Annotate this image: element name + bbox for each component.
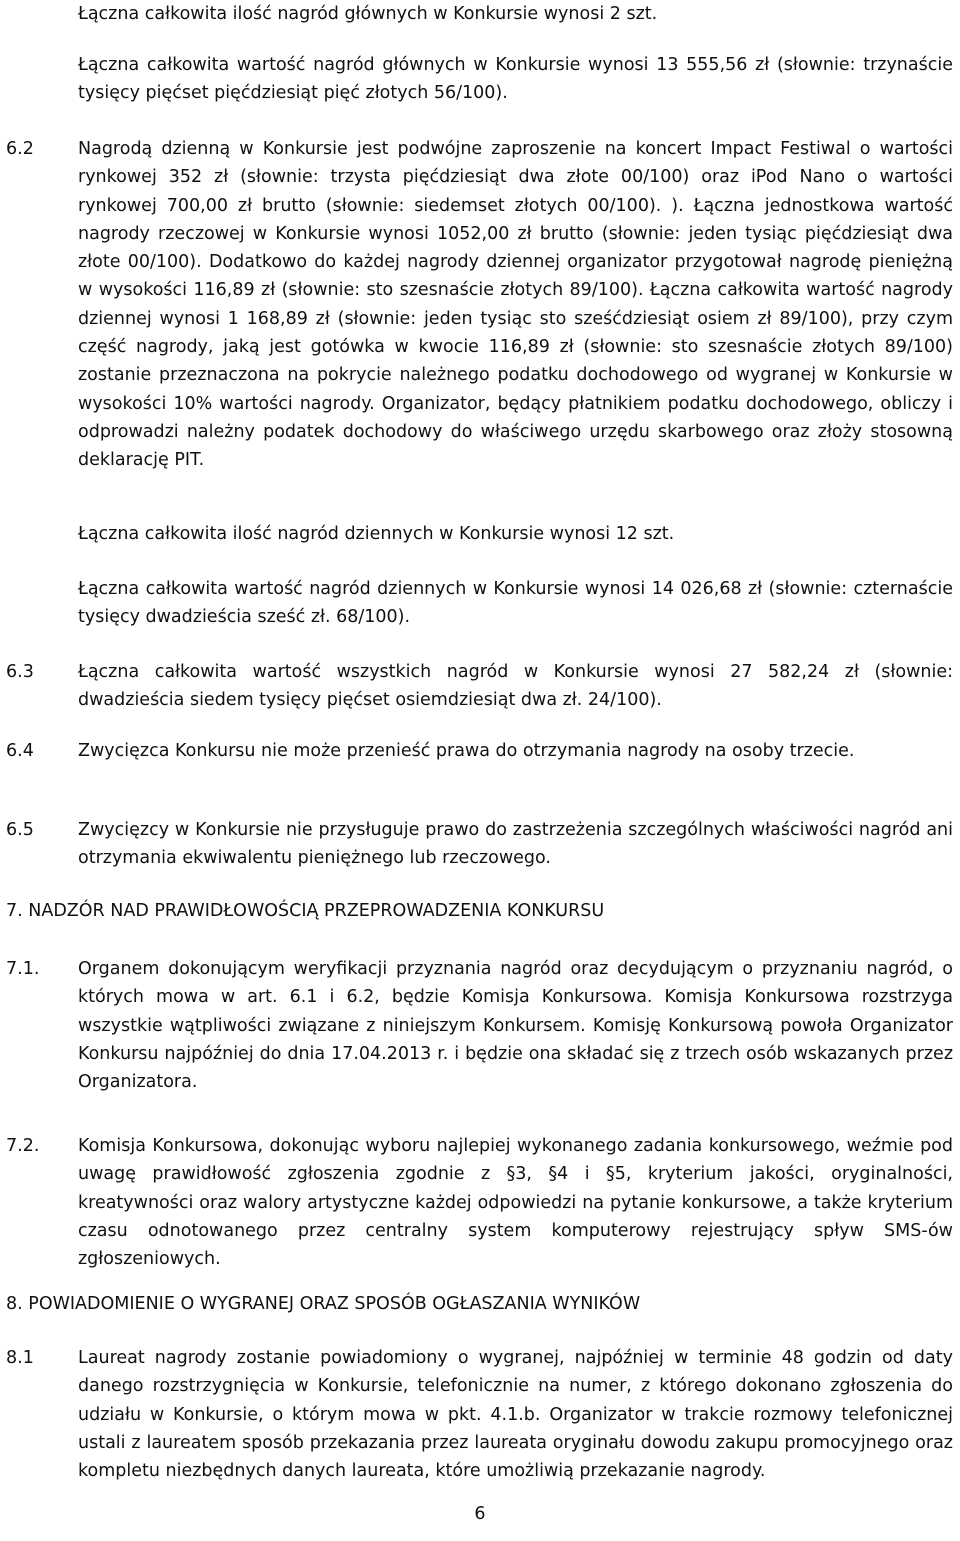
prize-transfer-rule: Zwycięzca Konkursu nie może przenieść prawa do otrzymania nagrody na osoby trzecie.	[78, 741, 855, 761]
evaluation-criteria-rule: Komisja Konkursowa, dokonując wyboru najlepiej wykonanego zadania konkursowego, weźmie pod uwagę prawidłowość zgłoszenia zgodnie z §3, §4 i §5, kryterium jakości, oryginalności, kreatywności oraz walory artystyczne każdej odpowiedzi na pytanie konkursowe, a także kryterium czasu odnotowanego przez centralny system komputerowy rejestrujący spływ SMS-ów zgłoszeniowych.	[78, 1136, 953, 1270]
section-number-6-5: 6.5	[6, 820, 34, 840]
section-number-6-2: 6.2	[6, 139, 34, 159]
daily-prizes-count: Łączna całkowita ilość nagród dziennych w Konkursie wynosi 12 szt.	[78, 524, 675, 544]
section-heading-8: 8. POWIADOMIENIE O WYGRANEJ ORAZ SPOSÓB OGŁASZANIA WYNIKÓW	[6, 1294, 641, 1314]
section-number-7-2: 7.2.	[6, 1136, 40, 1156]
daily-prizes-value: Łączna całkowita wartość nagród dziennych w Konkursie wynosi 14 026,68 zł (słownie: czternaście tysięcy dwadzieścia sześć zł. 68/100).	[78, 579, 953, 628]
main-prizes-count: Łączna całkowita ilość nagród głównych w Konkursie wynosi 2 szt.	[78, 4, 658, 24]
daily-prize-description: Nagrodą dzienną w Konkursie jest podwójne zaproszenie na koncert Impact Festiwal o wartości rynkowej 352 zł (słownie: trzysta pięćdziesiąt dwa złote 00/100) oraz iPod Nano o wartości rynkowej 700,00 zł brutto (słownie: siedemset złotych 00/100). ). Łączna jednostkowa wartość nagrody rzeczowej w Konkursie wynosi 1052,00 zł brutto (słownie: jeden tysiąc pięćdziesiąt dwa złote 00/100). Dodatkowo do każdej nagrody dziennej organizator przygotował nagrodę pieniężną w wysokości 116,89 zł (słownie: sto szesnaście złotych 89/100). Łączna całkowita wartość nagrody dziennej wynosi 1 168,89 zł (słownie: jeden tysiąc sto sześćdziesiąt osiem zł 89/100), przy czym część nagrody, jaką jest gotówka w kwocie 116,89 zł (słownie: sto szesnaście złotych 89/100) zostanie przeznaczona na pokrycie należnego podatku dochodowego od wygranej w Konkursie w wysokości 10% wartości nagrody. Organizator, będący płatnikiem podatku dochodowego, obliczy i odprowadzi należny podatek dochodowy do właściwego urzędu skarbowego oraz złoży stosowną deklarację PIT.	[78, 139, 953, 471]
section-number-8-1: 8.1	[6, 1348, 34, 1368]
page-number: 6	[474, 1504, 486, 1524]
section-number-7-1: 7.1.	[6, 959, 40, 979]
section-number-6-3: 6.3	[6, 662, 34, 682]
winner-notification-rule: Laureat nagrody zostanie powiadomiony o wygranej, najpóźniej w terminie 48 godzin od daty danego rozstrzygnięcia w Konkursie, telefonicznie na numer, z którego dokonano zgłoszenia do udziału w Konkursie, o którym mowa w pkt. 4.1.b. Organizator w trakcie rozmowy telefonicznej ustali z laureatem sposób przekazania przez laureata oryginału dowodu zakupu promocyjnego oraz kompletu niezbędnych danych laureata, które umożliwią przekazanie nagrody.	[78, 1348, 953, 1482]
contest-committee-rule: Organem dokonującym weryfikacji przyznania nagród oraz decydującym o przyznaniu nagród, o których mowa w art. 6.1 i 6.2, będzie Komisja Konkursowa. Komisja Konkursowa rozstrzyga wszystkie wątpliwości związane z niniejszym Konkursem. Komisję Konkursową powoła Organizator Konkursu najpóźniej do dnia 17.04.2013 r. i będzie ona składać się z trzech osób wskazanych przez Organizatora.	[78, 959, 953, 1093]
prize-equivalent-rule: Zwycięzcy w Konkursie nie przysługuje prawo do zastrzeżenia szczególnych właściwości nagród ani otrzymania ekwiwalentu pieniężnego lub rzeczowego.	[78, 820, 953, 869]
main-prizes-value: Łączna całkowita wartość nagród głównych w Konkursie wynosi 13 555,56 zł (słownie: trzynaście tysięcy pięćset pięćdziesiąt pięć złotych 56/100).	[78, 55, 953, 104]
section-heading-7: 7. NADZÓR NAD PRAWIDŁOWOŚCIĄ PRZEPROWADZENIA KONKURSU	[6, 901, 605, 921]
total-prizes-value: Łączna całkowita wartość wszystkich nagród w Konkursie wynosi 27 582,24 zł (słownie: dwadzieścia siedem tysięcy pięćset osiemdziesiąt dwa zł. 24/100).	[78, 662, 953, 711]
section-number-6-4: 6.4	[6, 741, 34, 761]
